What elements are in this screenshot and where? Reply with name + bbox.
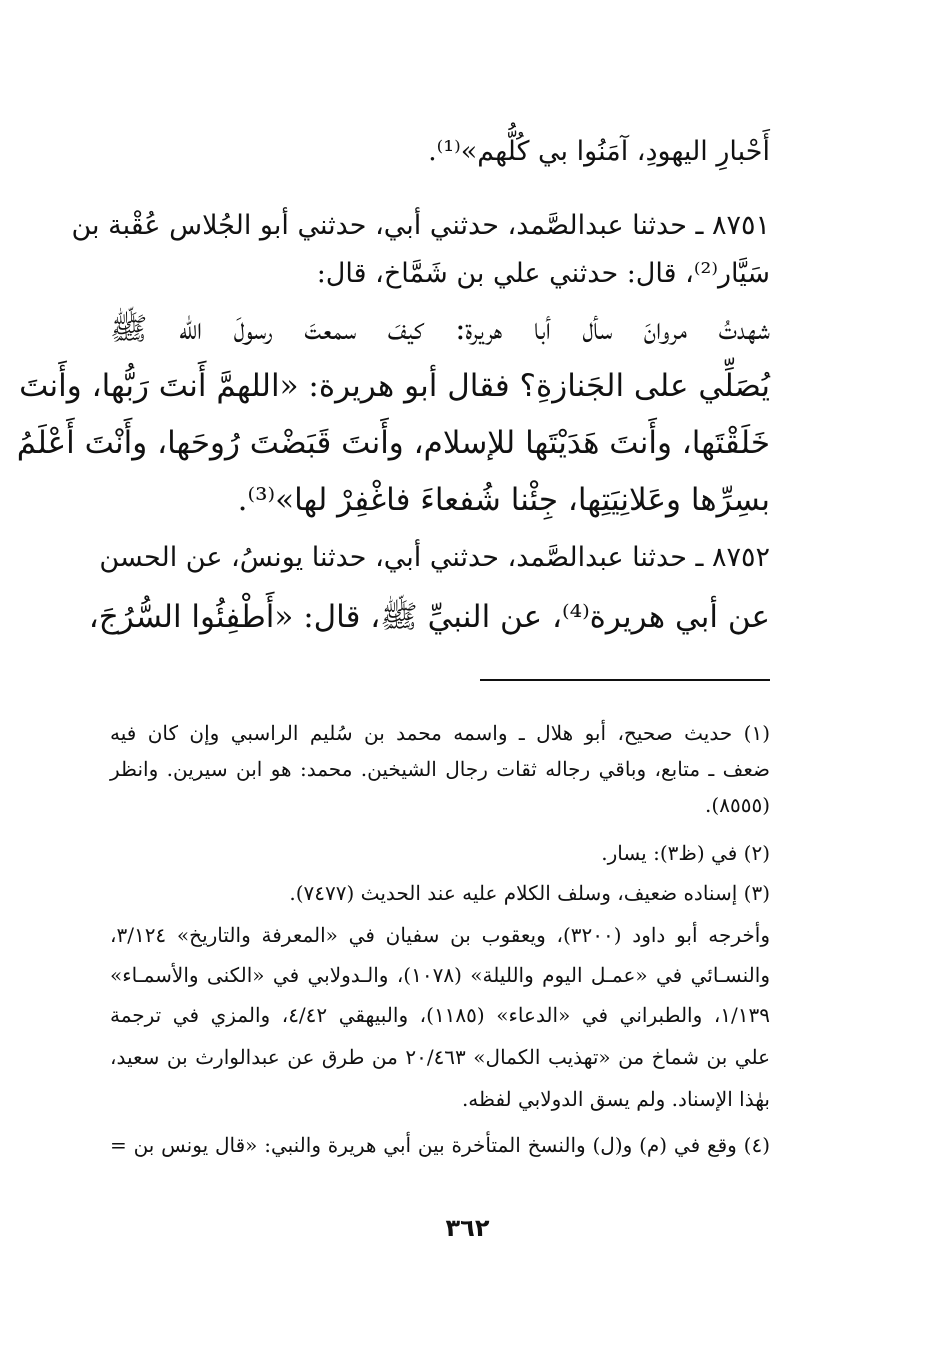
main-text-line: أَحْبارِ اليهودِ، آمَنُوا بي كُلُّهم»⁽¹⁾. xyxy=(428,136,770,167)
hadith-8751-text-line: بسِرِّها وعَلانِيَتِها، جِئْنا شُفعاءَ فاغْفِرْ لها»⁽³⁾. xyxy=(237,482,770,518)
hadith-8751-header-line: ٨٧٥١ ـ حدثنا عبدالصَّمد، حدثني أبي، حدثني أبو الجُلاس عُقْبة بن xyxy=(71,210,770,241)
footnote-3-line: بهٰذا الإسناد. ولم يسق الدولابي لفظه. xyxy=(461,1087,770,1111)
hadith-8751-text-line: شهدتُ مروانَ سأل أبا هريرة: كيفَ سمعتَ رسولَ الله ﷺ xyxy=(110,311,770,347)
footnote-3-line: علي بن شماخ من «تهذيب الكمال» ٢٠/٤٦٣ من طرق عن عبدالوارث بن سعيد، xyxy=(110,1045,771,1069)
footnote-3-line: وأخرجه أبو داود (٣٢٠٠)، ويعقوب بن سفيان في «المعرفة والتاريخ» ٣/١٢٤، xyxy=(110,923,770,947)
footnote-1-line: (٨٥٥٥). xyxy=(705,793,770,817)
hadith-8752-header-line: ٨٧٥٢ ـ حدثنا عبدالصَّمد، حدثني أبي، حدثنا يونسُ، عن الحسن xyxy=(99,542,770,573)
hadith-8751-header-line: سَيَّار⁽²⁾، قال: حدثني علي بن شَمَّاخ، قال: xyxy=(316,258,770,289)
footnote-3-line: والنسـائي في «عمـل اليوم والليلة» (١٠٧٨)، والـدولابي في «الكنى والأسمـاء» xyxy=(110,963,770,987)
footnote-1-line: ضعف ـ متابع، وباقي رجاله ثقات رجال الشيخين. محمد: هو ابن سيرين. وانظر xyxy=(110,757,770,781)
footnote-1-line: (١) حديث صحيح، أبو هلال ـ واسمه محمد بن سُليم الراسبي وإن كان فيه xyxy=(110,721,770,745)
page-number: ٣٦٢ xyxy=(445,1214,490,1242)
footnote-4: (٤) وقع في (م) و(ل) والنسخ المتأخرة بين أبي هريرة والنبي: «قال يونس بن = xyxy=(110,1133,770,1157)
hadith-8751-text-line: خَلَقْتَها، وأَنتَ هَدَيْتَها للإسلام، وأَنتَ قَبَضْتَ رُوحَها، وأَنْتَ أَعْلَمُ xyxy=(16,425,770,461)
hadith-8751-text-line: يُصَلِّي على الجَنازةِ؟ فقال أبو هريرة: «اللهمَّ أَنتَ رَبُّها، وأَنتَ xyxy=(19,368,770,404)
hadith-8752-text-line: عن أبي هريرة⁽⁴⁾، عن النبيِّ ﷺ، قال: «أَطْفِئُوا السُّرُجَ، xyxy=(88,599,770,635)
footnote-3-line: ١/١٣٩، والطبراني في «الدعاء» (١١٨٥)، والبيهقي ٤/٤٢، والمزي في ترجمة xyxy=(110,1003,770,1027)
footnote-3-line: (٣) إسناده ضعيف، وسلف الكلام عليه عند الحديث (٧٤٧٧). xyxy=(289,881,770,905)
footnote-2: (٢) في (ظ٣): يسار. xyxy=(601,841,770,865)
footnote-separator xyxy=(480,679,770,681)
